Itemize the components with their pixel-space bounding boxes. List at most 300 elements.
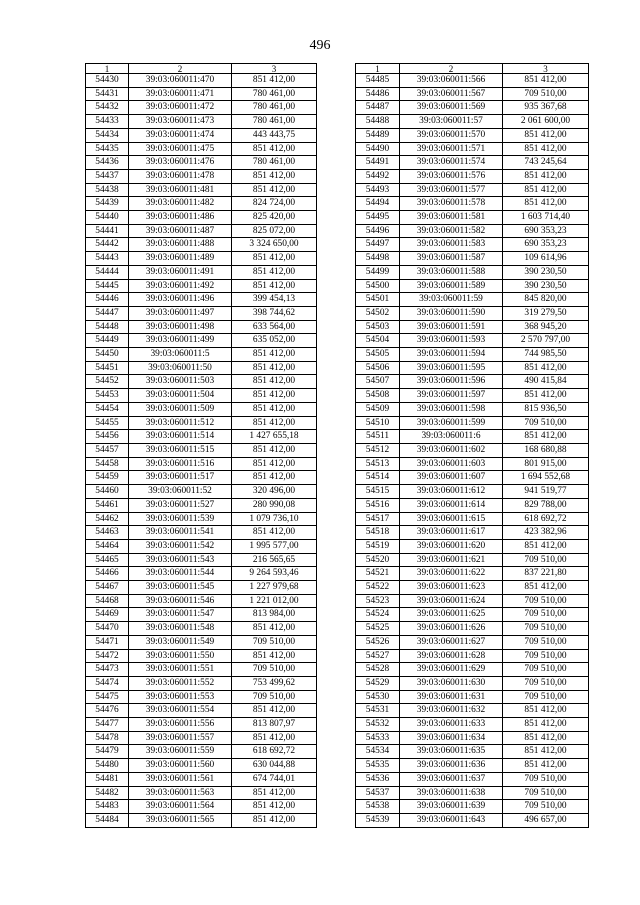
row-number-cell: 54532: [356, 718, 400, 732]
table-row: [86, 663, 317, 677]
value-cell: 709 510,00: [503, 87, 589, 101]
row-number-cell: 54471: [86, 635, 129, 649]
table-row: [86, 183, 317, 197]
value-cell: 280 990,08: [232, 498, 317, 512]
value-cell: 824 724,00: [232, 197, 317, 211]
table-row: [356, 663, 589, 677]
cadastral-id-cell: 39:03:060011:635: [400, 745, 503, 759]
cadastral-id-cell: 39:03:060011:629: [400, 663, 503, 677]
value-cell: 399 454,13: [232, 293, 317, 307]
table-row: [86, 759, 317, 773]
table-row: [356, 608, 589, 622]
row-number-cell: 54441: [86, 224, 129, 238]
row-number-cell: 54474: [86, 676, 129, 690]
row-number-cell: 54432: [86, 101, 129, 115]
value-cell: 709 510,00: [503, 690, 589, 704]
table-row: [356, 594, 589, 608]
cadastral-id-cell: 39:03:060011:478: [129, 169, 232, 183]
table-row: [356, 731, 589, 745]
row-number-cell: 54449: [86, 334, 129, 348]
row-number-cell: 54511: [356, 430, 400, 444]
table-row: [86, 786, 317, 800]
row-number-cell: 54522: [356, 581, 400, 595]
cadastral-id-cell: 39:03:060011:576: [400, 169, 503, 183]
value-cell: 851 412,00: [232, 375, 317, 389]
row-number-cell: 54470: [86, 622, 129, 636]
value-cell: 813 807,97: [232, 718, 317, 732]
table-row: [356, 498, 589, 512]
cadastral-id-cell: 39:03:060011:582: [400, 224, 503, 238]
cadastral-id-cell: 39:03:060011:602: [400, 443, 503, 457]
row-number-cell: 54435: [86, 142, 129, 156]
value-cell: 851 412,00: [232, 361, 317, 375]
table-row: [86, 745, 317, 759]
row-number-cell: 54509: [356, 402, 400, 416]
row-number-cell: 54488: [356, 115, 400, 129]
row-number-cell: 54480: [86, 759, 129, 773]
row-number-cell: 54458: [86, 457, 129, 471]
cadastral-id-cell: 39:03:060011:50: [129, 361, 232, 375]
table-row: [356, 293, 589, 307]
table-row: [86, 361, 317, 375]
cadastral-id-cell: 39:03:060011:589: [400, 279, 503, 293]
row-number-cell: 54535: [356, 759, 400, 773]
row-number-cell: 54439: [86, 197, 129, 211]
row-number-cell: 54482: [86, 786, 129, 800]
cadastral-id-cell: 39:03:060011:628: [400, 649, 503, 663]
row-number-cell: 54466: [86, 567, 129, 581]
cadastral-id-cell: 39:03:060011:564: [129, 800, 232, 814]
cadastral-id-cell: 39:03:060011:560: [129, 759, 232, 773]
cadastral-id-cell: 39:03:060011:563: [129, 786, 232, 800]
table-row: [356, 156, 589, 170]
value-cell: 1 995 577,00: [232, 539, 317, 553]
value-cell: 490 415,84: [503, 375, 589, 389]
cadastral-id-cell: 39:03:060011:637: [400, 772, 503, 786]
value-cell: 709 510,00: [503, 800, 589, 814]
table-row: [356, 128, 589, 142]
cadastral-id-cell: 39:03:060011:514: [129, 430, 232, 444]
table-row: [86, 635, 317, 649]
row-number-cell: 54516: [356, 498, 400, 512]
value-cell: 851 412,00: [232, 279, 317, 293]
cadastral-id-cell: 39:03:060011:571: [400, 142, 503, 156]
table-row: [86, 594, 317, 608]
row-number-cell: 54517: [356, 512, 400, 526]
value-cell: 496 657,00: [503, 813, 589, 827]
row-number-cell: 54508: [356, 389, 400, 403]
row-number-cell: 54454: [86, 402, 129, 416]
value-cell: 743 245,64: [503, 156, 589, 170]
value-cell: 780 461,00: [232, 101, 317, 115]
cadastral-id-cell: 39:03:060011:631: [400, 690, 503, 704]
table-row: [86, 402, 317, 416]
table-row: [356, 348, 589, 362]
table-row: [356, 142, 589, 156]
table-row: [356, 485, 589, 499]
value-cell: 635 052,00: [232, 334, 317, 348]
value-cell: 390 230,50: [503, 279, 589, 293]
value-cell: 825 072,00: [232, 224, 317, 238]
row-number-cell: 54538: [356, 800, 400, 814]
row-number-cell: 54486: [356, 87, 400, 101]
row-number-cell: 54430: [86, 74, 129, 88]
cadastral-id-cell: 39:03:060011:499: [129, 334, 232, 348]
row-number-cell: 54436: [86, 156, 129, 170]
row-number-cell: 54464: [86, 539, 129, 553]
value-cell: 320 496,00: [232, 485, 317, 499]
value-cell: 801 915,00: [503, 457, 589, 471]
cadastral-id-cell: 39:03:060011:545: [129, 581, 232, 595]
value-cell: 851 412,00: [232, 526, 317, 540]
row-number-cell: 54506: [356, 361, 400, 375]
value-cell: 829 788,00: [503, 498, 589, 512]
value-cell: 851 412,00: [503, 718, 589, 732]
value-cell: 398 744,62: [232, 306, 317, 320]
table-row: [356, 115, 589, 129]
cadastral-id-cell: 39:03:060011:548: [129, 622, 232, 636]
table-row: [86, 224, 317, 238]
value-cell: 815 936,50: [503, 402, 589, 416]
table-row: [356, 320, 589, 334]
row-number-cell: 54462: [86, 512, 129, 526]
table-row: [86, 74, 317, 88]
row-number-cell: 54438: [86, 183, 129, 197]
cadastral-id-cell: 39:03:060011:615: [400, 512, 503, 526]
column-header-number: 1: [356, 64, 400, 74]
table-row: [86, 115, 317, 129]
cadastral-id-cell: 39:03:060011:515: [129, 443, 232, 457]
row-number-cell: 54504: [356, 334, 400, 348]
row-number-cell: 54483: [86, 800, 129, 814]
table-row: [356, 101, 589, 115]
row-number-cell: 54487: [356, 101, 400, 115]
table-row: [356, 265, 589, 279]
row-number-cell: 54468: [86, 594, 129, 608]
row-number-cell: 54445: [86, 279, 129, 293]
table-row: [86, 512, 317, 526]
table-row: [86, 539, 317, 553]
row-number-cell: 54443: [86, 252, 129, 266]
value-cell: 709 510,00: [503, 772, 589, 786]
cadastral-id-cell: 39:03:060011:6: [400, 430, 503, 444]
value-cell: 390 230,50: [503, 265, 589, 279]
table-row: [356, 183, 589, 197]
row-number-cell: 54502: [356, 306, 400, 320]
row-number-cell: 54492: [356, 169, 400, 183]
table-row: [86, 553, 317, 567]
value-cell: 851 412,00: [503, 142, 589, 156]
value-cell: 753 499,62: [232, 676, 317, 690]
cadastral-id-cell: 39:03:060011:588: [400, 265, 503, 279]
row-number-cell: 54481: [86, 772, 129, 786]
cadastral-id-cell: 39:03:060011:474: [129, 128, 232, 142]
row-number-cell: 54473: [86, 663, 129, 677]
value-cell: 423 382,96: [503, 526, 589, 540]
value-cell: 851 412,00: [503, 183, 589, 197]
value-cell: 851 412,00: [232, 252, 317, 266]
value-cell: 780 461,00: [232, 156, 317, 170]
table-row: [86, 581, 317, 595]
table-row: [356, 526, 589, 540]
row-number-cell: 54512: [356, 443, 400, 457]
table-row: [86, 608, 317, 622]
cadastral-id-cell: 39:03:060011:597: [400, 389, 503, 403]
value-cell: 780 461,00: [232, 115, 317, 129]
table-row: [86, 731, 317, 745]
cadastral-id-cell: 39:03:060011:471: [129, 87, 232, 101]
table-row: [86, 457, 317, 471]
table-row: [86, 375, 317, 389]
table-row: [356, 416, 589, 430]
row-number-cell: 54437: [86, 169, 129, 183]
table-row: [356, 87, 589, 101]
cadastral-id-cell: 39:03:060011:516: [129, 457, 232, 471]
value-cell: 319 279,50: [503, 306, 589, 320]
table-row: [356, 649, 589, 663]
value-cell: 709 510,00: [503, 663, 589, 677]
column-header-cadastral-id: 2: [129, 64, 232, 74]
table-row: [356, 238, 589, 252]
table-row: [356, 430, 589, 444]
value-cell: 851 412,00: [503, 389, 589, 403]
row-number-cell: 54520: [356, 553, 400, 567]
row-number-cell: 54514: [356, 471, 400, 485]
table-row: [86, 526, 317, 540]
cadastral-id-cell: 39:03:060011:549: [129, 635, 232, 649]
table-row: [356, 197, 589, 211]
value-cell: 1 221 012,00: [232, 594, 317, 608]
column-header-number: 1: [86, 64, 129, 74]
row-number-cell: 54505: [356, 348, 400, 362]
value-cell: 851 412,00: [232, 416, 317, 430]
table-row: [356, 813, 589, 827]
value-cell: 1 603 714,40: [503, 211, 589, 225]
value-cell: 851 412,00: [232, 786, 317, 800]
row-number-cell: 54451: [86, 361, 129, 375]
cadastral-id-cell: 39:03:060011:497: [129, 306, 232, 320]
value-cell: 744 985,50: [503, 348, 589, 362]
table-row: [86, 718, 317, 732]
table-row: [86, 265, 317, 279]
value-cell: 851 412,00: [232, 649, 317, 663]
value-cell: 851 412,00: [232, 731, 317, 745]
table-row: [86, 772, 317, 786]
table-row: [356, 553, 589, 567]
cadastral-id-cell: 39:03:060011:595: [400, 361, 503, 375]
value-cell: 2 061 600,00: [503, 115, 589, 129]
row-number-cell: 54460: [86, 485, 129, 499]
cadastral-id-cell: 39:03:060011:543: [129, 553, 232, 567]
row-number-cell: 54537: [356, 786, 400, 800]
value-cell: 1 227 979,68: [232, 581, 317, 595]
value-cell: 851 412,00: [232, 348, 317, 362]
value-cell: 443 443,75: [232, 128, 317, 142]
row-number-cell: 54461: [86, 498, 129, 512]
cadastral-id-cell: 39:03:060011:509: [129, 402, 232, 416]
cadastral-id-cell: 39:03:060011:470: [129, 74, 232, 88]
row-number-cell: 54527: [356, 649, 400, 663]
value-cell: 709 510,00: [232, 635, 317, 649]
cadastral-id-cell: 39:03:060011:614: [400, 498, 503, 512]
cadastral-id-cell: 39:03:060011:599: [400, 416, 503, 430]
cadastral-id-cell: 39:03:060011:554: [129, 704, 232, 718]
cadastral-id-cell: 39:03:060011:512: [129, 416, 232, 430]
value-cell: 851 412,00: [503, 539, 589, 553]
cadastral-id-cell: 39:03:060011:577: [400, 183, 503, 197]
cadastral-id-cell: 39:03:060011:539: [129, 512, 232, 526]
table-row: [356, 759, 589, 773]
cadastral-id-cell: 39:03:060011:643: [400, 813, 503, 827]
table-row: [86, 690, 317, 704]
table-row: [86, 430, 317, 444]
table-row: [86, 622, 317, 636]
cadastral-id-cell: 39:03:060011:617: [400, 526, 503, 540]
cadastral-id-cell: 39:03:060011:598: [400, 402, 503, 416]
row-number-cell: 54496: [356, 224, 400, 238]
cadastral-id-cell: 39:03:060011:517: [129, 471, 232, 485]
table-row: [86, 142, 317, 156]
cadastral-id-cell: 39:03:060011:481: [129, 183, 232, 197]
value-cell: 709 510,00: [503, 608, 589, 622]
value-cell: 709 510,00: [503, 622, 589, 636]
cadastral-id-cell: 39:03:060011:487: [129, 224, 232, 238]
cadastral-id-cell: 39:03:060011:593: [400, 334, 503, 348]
cadastral-id-cell: 39:03:060011:590: [400, 306, 503, 320]
cadastral-id-cell: 39:03:060011:472: [129, 101, 232, 115]
table-row: [86, 389, 317, 403]
row-number-cell: 54526: [356, 635, 400, 649]
row-number-cell: 54475: [86, 690, 129, 704]
cadastral-id-cell: 39:03:060011:587: [400, 252, 503, 266]
table-row: [356, 361, 589, 375]
value-cell: 674 744,01: [232, 772, 317, 786]
row-number-cell: 54530: [356, 690, 400, 704]
row-number-cell: 54447: [86, 306, 129, 320]
row-number-cell: 54479: [86, 745, 129, 759]
row-number-cell: 54450: [86, 348, 129, 362]
cadastral-id-cell: 39:03:060011:622: [400, 567, 503, 581]
cadastral-id-cell: 39:03:060011:547: [129, 608, 232, 622]
cadastral-id-cell: 39:03:060011:473: [129, 115, 232, 129]
value-cell: 709 510,00: [232, 690, 317, 704]
value-cell: 709 510,00: [503, 416, 589, 430]
cadastral-id-cell: 39:03:060011:567: [400, 87, 503, 101]
row-number-cell: 54533: [356, 731, 400, 745]
row-number-cell: 54518: [356, 526, 400, 540]
cadastral-id-cell: 39:03:060011:632: [400, 704, 503, 718]
table-row: [86, 649, 317, 663]
row-number-cell: 54515: [356, 485, 400, 499]
table-row: [86, 471, 317, 485]
column-header-cadastral-id: 2: [400, 64, 503, 74]
row-number-cell: 54500: [356, 279, 400, 293]
table-row: [356, 718, 589, 732]
row-number-cell: 54499: [356, 265, 400, 279]
table-row: [356, 457, 589, 471]
value-cell: 851 412,00: [232, 457, 317, 471]
value-cell: 1 694 552,68: [503, 471, 589, 485]
value-cell: 851 412,00: [232, 74, 317, 88]
value-cell: 851 412,00: [232, 169, 317, 183]
value-cell: 851 412,00: [503, 430, 589, 444]
row-number-cell: 54529: [356, 676, 400, 690]
row-number-cell: 54497: [356, 238, 400, 252]
row-number-cell: 54455: [86, 416, 129, 430]
row-number-cell: 54494: [356, 197, 400, 211]
cadastral-id-cell: 39:03:060011:557: [129, 731, 232, 745]
row-number-cell: 54503: [356, 320, 400, 334]
value-cell: 851 412,00: [503, 74, 589, 88]
table-row: [86, 704, 317, 718]
value-cell: 709 510,00: [503, 553, 589, 567]
value-cell: 851 412,00: [232, 389, 317, 403]
table-row: [86, 279, 317, 293]
cadastral-id-cell: 39:03:060011:612: [400, 485, 503, 499]
row-number-cell: 54513: [356, 457, 400, 471]
table-row: [86, 348, 317, 362]
row-number-cell: 54485: [356, 74, 400, 88]
row-number-cell: 54463: [86, 526, 129, 540]
table-row: [356, 375, 589, 389]
table-row: [86, 87, 317, 101]
value-cell: 1 079 736,10: [232, 512, 317, 526]
value-cell: 851 412,00: [503, 745, 589, 759]
row-number-cell: 54484: [86, 813, 129, 827]
value-cell: 109 614,96: [503, 252, 589, 266]
cadastral-id-cell: 39:03:060011:623: [400, 581, 503, 595]
value-cell: 851 412,00: [503, 704, 589, 718]
value-cell: 1 427 655,18: [232, 430, 317, 444]
table-row: [356, 334, 589, 348]
row-number-cell: 54524: [356, 608, 400, 622]
value-cell: 9 264 593,46: [232, 567, 317, 581]
cadastral-id-cell: 39:03:060011:496: [129, 293, 232, 307]
table-row: [356, 539, 589, 553]
row-number-cell: 54493: [356, 183, 400, 197]
cadastral-id-cell: 39:03:060011:550: [129, 649, 232, 663]
value-cell: 851 412,00: [232, 813, 317, 827]
cadastral-id-cell: 39:03:060011:638: [400, 786, 503, 800]
table-row: [86, 443, 317, 457]
table-row: [356, 690, 589, 704]
value-cell: 851 412,00: [232, 142, 317, 156]
table-row: [356, 306, 589, 320]
row-number-cell: 54490: [356, 142, 400, 156]
table-row: [356, 389, 589, 403]
value-cell: 837 221,80: [503, 567, 589, 581]
table-row: [86, 197, 317, 211]
value-cell: 851 412,00: [503, 759, 589, 773]
table-row: [86, 211, 317, 225]
table-row: [356, 279, 589, 293]
value-cell: 630 044,88: [232, 759, 317, 773]
table-row: [86, 498, 317, 512]
table-row: [86, 416, 317, 430]
table-row: [356, 800, 589, 814]
value-cell: 851 412,00: [232, 622, 317, 636]
row-number-cell: 54442: [86, 238, 129, 252]
cadastral-id-cell: 39:03:060011:627: [400, 635, 503, 649]
cadastral-id-cell: 39:03:060011:565: [129, 813, 232, 827]
value-cell: 851 412,00: [503, 361, 589, 375]
cadastral-id-cell: 39:03:060011:553: [129, 690, 232, 704]
row-number-cell: 54469: [86, 608, 129, 622]
value-cell: 618 692,72: [232, 745, 317, 759]
cadastral-id-cell: 39:03:060011:476: [129, 156, 232, 170]
row-number-cell: 54507: [356, 375, 400, 389]
table-row: [356, 772, 589, 786]
